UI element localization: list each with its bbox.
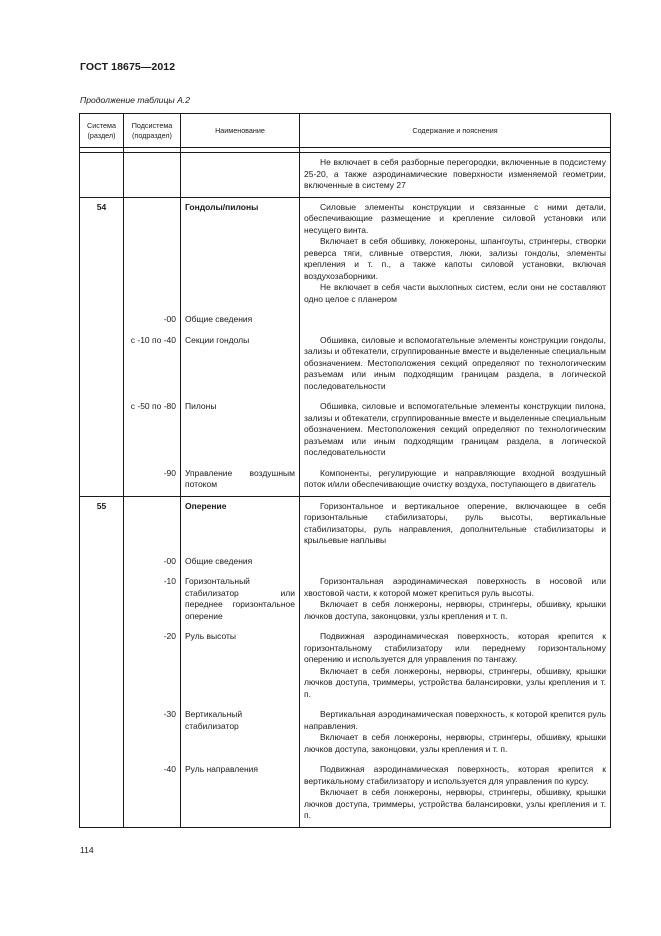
page-number: 114 [80, 845, 94, 855]
description-paragraph: Не включает в себя разборные перегородки, включенные в подсистему 25-20, а также аэродинамические поверхности изменяемой геометрии, включенные в систему 27 [304, 157, 606, 190]
description-paragraph: Включает в себя лонжероны, нервюры, стрингеры, обшивку, крышки лючков доступа, триммеры, устройства балансировки, узлы крепления и т. п. [304, 665, 606, 699]
description-paragraph: Включает в себя лонжероны, нервюры, стрингеры, обшивку, крышки лючков доступа, законцовки, узлы крепления и т. п. [304, 732, 606, 754]
item-name-cell [181, 153, 300, 198]
subsystem-code-cell: -00 [124, 547, 181, 568]
table-row [80, 305, 611, 326]
table-row [80, 755, 611, 827]
column-header-subsystem: Подсистема (подраздел) [124, 114, 181, 148]
description-cell [300, 197, 611, 305]
table-row [80, 197, 611, 305]
description-paragraph: Горизонтальное и вертикальное оперение, включающее в себя горизонтальные стабилизаторы, руль высоты, вертикальные стабилизаторы, руль направления, дополнительные стабилизаторы и крыльевые наплывы [304, 500, 606, 545]
item-name-cell: Гондолы/пилоны [181, 197, 300, 305]
description-cell [300, 392, 611, 459]
system-code-cell: 55 [80, 496, 124, 547]
item-name-cell: Руль высоты [181, 622, 300, 700]
subsystem-code-cell: -10 [124, 567, 181, 622]
subsystem-code-cell: -90 [124, 459, 181, 497]
description-paragraph: Компоненты, регулирующие и направляющие входной воздушный поток и/или обеспечивающие очистку воздуха, поступающего в двигатель [304, 467, 606, 489]
system-code-cell [80, 153, 124, 198]
description-cell [300, 496, 611, 547]
item-name-cell: Секции гондолы [181, 326, 300, 393]
item-name-cell: Вертикальный стабилизатор [181, 700, 300, 755]
table-row [80, 326, 611, 393]
subsystem-code-cell: -40 [124, 755, 181, 827]
description-cell [300, 305, 611, 326]
item-name-cell: Пилоны [181, 392, 300, 459]
description-paragraph: Силовые элементы конструкции и связанные с ними детали, обеспечивающие размещение и крепление силовой установки или несущего винта. [304, 201, 606, 235]
description-paragraph: Обшивка, силовые и вспомогательные элементы конструкции пилона, зализы и обтекатели, сгруппированные вместе и выделенные специальным обозначением. Местоположения секций определяют по технологическим разъемам или иным подходящим границам раздела, в логической последовательности [304, 401, 606, 457]
subsystem-code-cell [124, 496, 181, 547]
system-code-cell [80, 459, 124, 497]
item-name-cell: Оперение [181, 496, 300, 547]
table-body [80, 153, 611, 828]
table-row [80, 459, 611, 497]
system-code-cell: 54 [80, 197, 124, 305]
table-row [80, 622, 611, 700]
table-caption: Продолжение таблицы А.2 [80, 95, 190, 105]
table-row [80, 700, 611, 755]
table-row [80, 496, 611, 547]
system-code-cell [80, 547, 124, 568]
description-paragraph: Вертикальная аэродинамическая поверхность, к которой крепится руль направления. [304, 709, 606, 731]
table-row [80, 547, 611, 568]
table-row [80, 567, 611, 622]
doc-title: ГОСТ 18675—2012 [80, 61, 176, 73]
item-name-cell: Горизонтальный стабилизатор или переднее горизонтальное оперение [181, 567, 300, 622]
column-header-name: Наименование [181, 114, 300, 148]
subsystem-code-cell: -20 [124, 622, 181, 700]
table-row [80, 392, 611, 459]
description-paragraph: Горизонтальная аэродинамическая поверхность в носовой или хвостовой части, к которой может крепиться руль высоты. [304, 576, 606, 598]
system-code-cell [80, 305, 124, 326]
table-row [80, 153, 611, 198]
system-code-cell [80, 326, 124, 393]
description-paragraph: Подвижная аэродинамическая поверхность, которая крепится к горизонтальному стабилизатору или переднему горизонтальному оперению и используется для управления по тангажу. [304, 631, 606, 664]
description-cell [300, 700, 611, 755]
system-code-cell [80, 700, 124, 755]
description-paragraph: Включает в себя лонжероны, нервюры, стрингеры, обшивку, крышки лючков доступа, триммеры, устройства балансировки, узлы крепления и т. п. [304, 787, 606, 820]
item-name-cell: Управление воздушным потоком [181, 459, 300, 497]
subsystem-code-cell: -30 [124, 700, 181, 755]
classification-table [79, 113, 611, 828]
description-cell [300, 459, 611, 497]
system-code-cell [80, 755, 124, 827]
subsystem-code-cell: с -10 по -40 [124, 326, 181, 393]
column-header-system: Система (раздел) [80, 114, 124, 148]
subsystem-code-cell [124, 197, 181, 305]
item-name-cell: Руль направления [181, 755, 300, 827]
system-code-cell [80, 392, 124, 459]
description-cell [300, 547, 611, 568]
description-paragraph: Включает в себя лонжероны, нервюры, стрингеры, обшивку, крышки лючков доступа, законцовки, узлы крепления и т. п. [304, 599, 606, 621]
description-paragraph: Не включает в себя части выхлопных систем, если они не составляют одно целое с планером [304, 282, 606, 304]
item-name-cell: Общие сведения [181, 305, 300, 326]
description-paragraph: Обшивка, силовые и вспомогательные элементы конструкции гондолы, зализы и обтекатели, сгруппированные вместе и выделенные специальным обозначением. Местоположения секций определяют по технологическим разъемам или иным подходящим границам раздела, в логической последовательности [304, 334, 606, 391]
description-cell [300, 567, 611, 622]
subsystem-code-cell: -00 [124, 305, 181, 326]
description-paragraph: Включает в себя обшивку, лонжероны, шпангоуты, стрингеры, створки реверса тяги, сливные отверстия, люки, зализы гондолы, элементы крепления и т. п., а также капоты силовой установки, включая воздухозаборники. [304, 236, 606, 281]
system-code-cell [80, 622, 124, 700]
subsystem-code-cell: с -50 по -80 [124, 392, 181, 459]
description-cell [300, 153, 611, 198]
description-cell [300, 622, 611, 700]
subsystem-code-cell [124, 153, 181, 198]
item-name-cell: Общие сведения [181, 547, 300, 568]
description-paragraph: Подвижная аэродинамическая поверхность, которая крепится к вертикальному стабилизатору и используется для управления по курсу. [304, 764, 606, 786]
description-cell [300, 326, 611, 393]
description-cell [300, 755, 611, 827]
column-header-description: Содержание и пояснения [300, 114, 611, 148]
system-code-cell [80, 567, 124, 622]
